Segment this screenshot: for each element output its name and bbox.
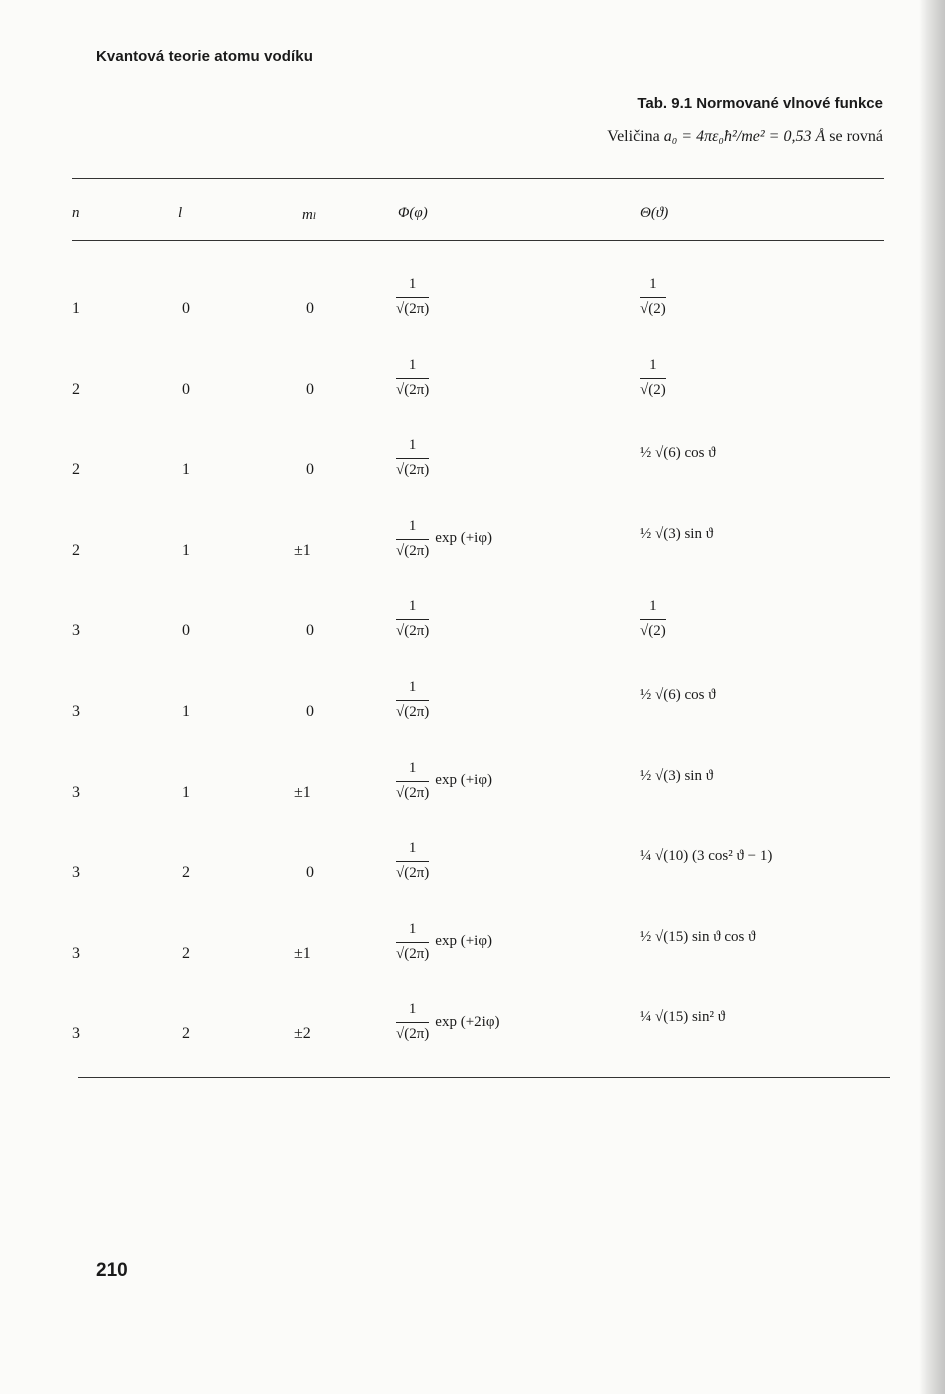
cell-phi	[396, 276, 435, 318]
cell-phi	[396, 1001, 499, 1043]
theta-expression: ¼ √(10) (3 cos² ϑ − 1)	[640, 848, 773, 865]
cell-l: 1	[182, 541, 190, 559]
phi-numerator: 1	[396, 760, 429, 782]
theta-expression: ½ √(6) cos ϑ	[640, 445, 716, 462]
theta-expression: ½ √(3) sin ϑ	[640, 525, 714, 542]
cell-l: 1	[182, 461, 190, 479]
cell-theta	[640, 445, 716, 462]
phi-numerator: 1	[396, 679, 429, 701]
phi-numerator: 1	[396, 598, 429, 620]
phi-fraction	[396, 1001, 429, 1043]
cell-theta	[640, 598, 666, 640]
cell-theta	[640, 687, 716, 704]
table-header-rule	[72, 240, 884, 241]
table-caption: Tab. 9.1 Normované vlnové funkce	[637, 95, 883, 112]
phi-denominator: √(2π)	[396, 945, 430, 962]
cell-n: 3	[72, 783, 80, 801]
theta-fraction	[640, 357, 666, 399]
phi-denominator: √(2π)	[396, 1026, 430, 1043]
header-l: l	[178, 205, 183, 221]
header-phi: Φ(φ)	[398, 205, 428, 221]
cell-ml: 0	[306, 864, 314, 882]
phi-denominator: √(2π)	[396, 865, 430, 882]
phi-numerator: 1	[396, 921, 429, 943]
cell-l: 0	[182, 300, 190, 317]
cell-phi	[396, 598, 435, 640]
phi-numerator: 1	[396, 276, 429, 298]
phi-denominator: √(2π)	[396, 623, 430, 640]
table-note-suffix: se rovná	[825, 128, 883, 145]
phi-denominator: √(2π)	[396, 542, 430, 559]
phi-denominator: √(2π)	[396, 462, 430, 479]
phi-numerator: 1	[396, 840, 429, 862]
cell-n: 3	[72, 864, 80, 882]
cell-n: 3	[72, 622, 80, 640]
theta-numerator: 1	[640, 598, 666, 620]
phi-fraction	[396, 760, 429, 802]
theta-numerator: 1	[640, 276, 666, 298]
phi-numerator: 1	[396, 357, 429, 379]
theta-expression: ¼ √(15) sin² ϑ	[640, 1009, 726, 1026]
cell-n: 2	[72, 541, 80, 559]
phi-fraction	[396, 437, 429, 479]
phi-numerator: 1	[396, 437, 429, 459]
cell-theta	[640, 1009, 725, 1026]
cell-phi	[396, 679, 435, 721]
phi-exponential: exp (+iφ)	[435, 772, 492, 789]
book-spine-shadow	[919, 0, 945, 1394]
theta-expression: ½ √(15) sin ϑ cos ϑ	[640, 928, 756, 945]
phi-denominator: √(2π)	[396, 704, 430, 720]
phi-denominator: √(2π)	[396, 381, 430, 398]
cell-n: 2	[72, 461, 80, 479]
phi-exponential: exp (+iφ)	[435, 933, 492, 950]
theta-expression: ½ √(6) cos ϑ	[640, 687, 716, 703]
cell-theta	[640, 526, 713, 543]
phi-fraction	[396, 518, 429, 560]
cell-phi	[396, 921, 492, 963]
phi-fraction	[396, 921, 429, 963]
cell-l: 0	[182, 622, 190, 640]
cell-ml: 0	[306, 300, 314, 317]
theta-fraction	[640, 276, 666, 318]
table-bottom-rule	[78, 1077, 890, 1078]
cell-l: 2	[182, 944, 190, 962]
table-note-expr: a₀ = 4πε₀ħ²/me² = 0,53 Å	[663, 128, 826, 145]
cell-n: 1	[72, 300, 80, 317]
cell-ml: 0	[306, 703, 314, 720]
cell-theta	[640, 357, 666, 399]
cell-ml: ±1	[294, 541, 311, 559]
cell-l: 1	[182, 783, 190, 801]
cell-n: 2	[72, 380, 80, 398]
cell-ml: 0	[306, 622, 314, 640]
cell-phi	[396, 840, 435, 882]
cell-phi	[396, 518, 492, 560]
cell-ml: 0	[306, 461, 314, 479]
cell-phi	[396, 437, 435, 479]
cell-phi	[396, 357, 435, 399]
cell-ml: ±2	[294, 1025, 311, 1043]
cell-theta	[640, 768, 713, 785]
phi-numerator: 1	[396, 518, 429, 540]
table-note	[607, 128, 883, 146]
cell-theta	[640, 848, 772, 865]
phi-fraction	[396, 276, 429, 318]
phi-numerator: 1	[396, 1001, 429, 1023]
theta-fraction	[640, 598, 666, 640]
phi-denominator: √(2π)	[396, 301, 430, 317]
table-note-prefix: Veličina	[607, 128, 664, 145]
running-head: Kvantová teorie atomu vodíku	[96, 48, 314, 65]
theta-numerator: 1	[640, 357, 666, 379]
phi-exponential: exp (+iφ)	[435, 530, 492, 547]
phi-denominator: √(2π)	[396, 784, 430, 801]
page-number: 210	[96, 1260, 128, 1281]
cell-n: 3	[72, 944, 80, 962]
phi-fraction	[396, 598, 429, 640]
theta-denominator: √(2)	[640, 301, 666, 317]
cell-l: 2	[182, 864, 190, 882]
header-n: n	[72, 205, 80, 221]
cell-l: 1	[182, 703, 190, 720]
cell-ml: ±1	[294, 944, 311, 962]
phi-fraction	[396, 357, 429, 399]
cell-ml: 0	[306, 380, 314, 398]
phi-fraction	[396, 679, 429, 721]
cell-l: 0	[182, 380, 190, 398]
cell-n: 3	[72, 703, 80, 720]
phi-fraction	[396, 840, 429, 882]
cell-ml: ±1	[294, 783, 311, 801]
theta-denominator: √(2)	[640, 623, 666, 640]
cell-n: 3	[72, 1025, 80, 1043]
theta-denominator: √(2)	[640, 381, 666, 398]
header-theta: Θ(ϑ)	[640, 205, 669, 221]
cell-phi	[396, 760, 492, 802]
theta-expression: ½ √(3) sin ϑ	[640, 767, 714, 784]
cell-l: 2	[182, 1025, 190, 1043]
cell-theta	[640, 276, 666, 318]
cell-theta	[640, 929, 756, 946]
table-top-rule	[72, 178, 884, 179]
header-ml: mₗ	[302, 207, 317, 223]
phi-exponential: exp (+2iφ)	[435, 1013, 500, 1030]
